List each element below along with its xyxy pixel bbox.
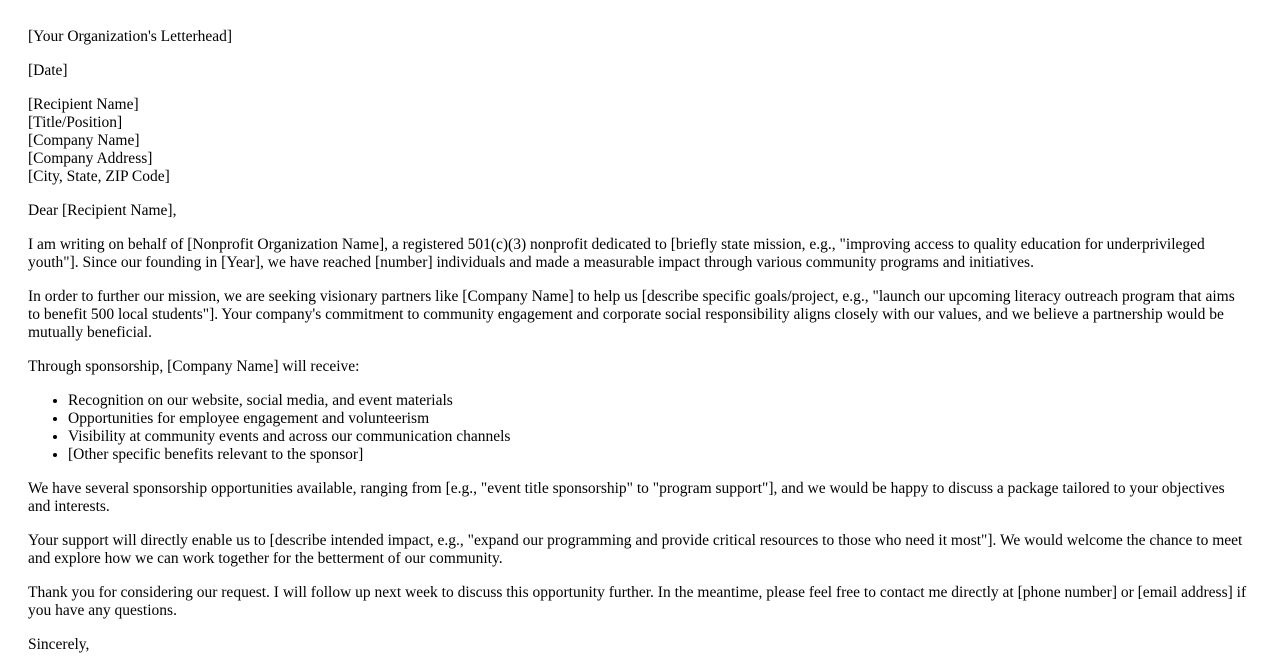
recipient-address-block [28,96,1250,186]
letter-document [28,28,1250,670]
recipient-name: [Recipient Name] [28,96,139,113]
body-paragraph-partnership: In order to further our mission, we are seeking visionary partners like [Company Name] to help us [describe specific goals/project, e.g., "launch our upcoming literacy outreach program that aims to benefit 500 local students"]. Your company's commitment to community engagement and corporate social responsibility aligns closely with our values, and we believe a partnership would be mutually beneficial. [28,288,1235,341]
body-paragraph-benefits-intro: Through sponsorship, [Company Name] will receive: [28,358,360,375]
letterhead: [Your Organization's Letterhead] [28,28,233,45]
benefits-list [28,392,1250,464]
benefit-item: • [Other specific benefits relevant to the sponsor] [68,446,1250,464]
letter-date: [Date] [28,62,68,79]
benefit-item: • Opportunities for employee engagement and volunteerism [68,410,1250,428]
benefit-item: • Recognition on our website, social media, and event materials [68,392,1250,410]
body-paragraph-thanks: Thank you for considering our request. I will follow up next week to discuss this opportunity further. In the meantime, please feel free to contact me directly at [phone number] or [email address] if you have any questions. [28,584,1247,619]
body-paragraph-intro: I am writing on behalf of [Nonprofit Organization Name], a registered 501(c)(3) nonprofit dedicated to [briefly state mission, e.g., "improving access to quality education for underprivileged youth"]. Since our founding in [Year], we have reached [number] individuals and made a measurable impact through various community programs and initiatives. [28,236,1205,271]
body-paragraph-impact: Your support will directly enable us to [describe intended impact, e.g., "expand our programming and provide critical resources to those who need it most"]. We would welcome the chance to meet and explore how we can work together for the betterment of our community. [28,532,1243,567]
recipient-city-state-zip: [City, State, ZIP Code] [28,168,170,185]
recipient-address: [Company Address] [28,150,153,167]
benefit-item: • Visibility at community events and across our communication channels [68,428,1250,446]
salutation: Dear [Recipient Name], [28,202,177,219]
recipient-title: [Title/Position] [28,114,123,131]
signoff: Sincerely, [28,636,90,653]
recipient-company: [Company Name] [28,132,140,149]
body-paragraph-opportunities: We have several sponsorship opportunities available, ranging from [e.g., "event title sponsorship" to "program support"], and we would be happy to discuss a package tailored to your objectives and interests. [28,480,1225,515]
